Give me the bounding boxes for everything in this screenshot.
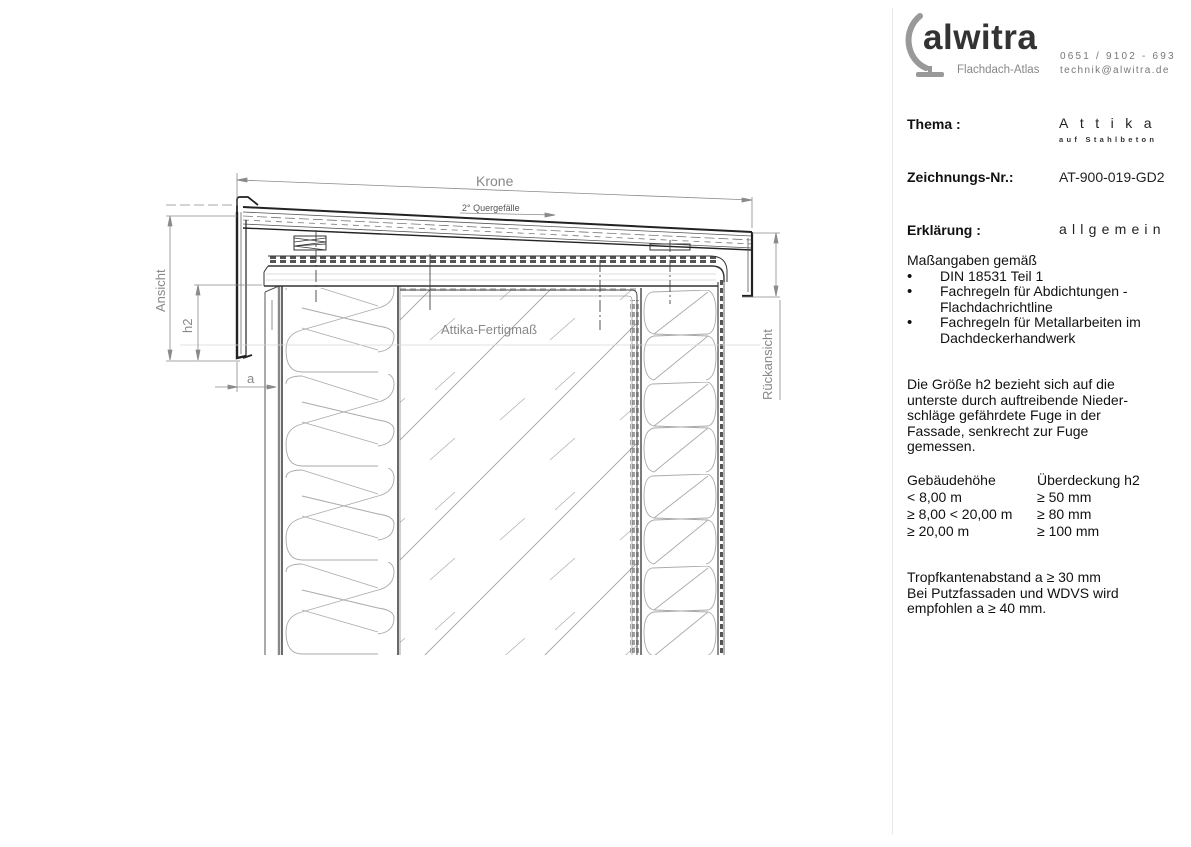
dimension-h2 [194,285,262,360]
standards-item: • Fachregeln für Abdichtungen - Flachdachrichtline [907,284,1160,315]
thema-value: Attika [1059,115,1164,131]
wood-board-layer [270,256,718,263]
erklaerung-value: allgemein [1059,221,1166,237]
dimension-a [215,362,276,392]
table-cell: ≥ 8,00 < 20,00 m [907,506,1013,522]
dimension-ansicht [166,205,240,361]
table-cell: ≥ 20,00 m [907,523,970,539]
table-cell: ≥ 80 mm [1037,506,1092,522]
drip-edge-note [907,570,1191,617]
contact-phone: 0651 / 9102 - 693 [1060,51,1176,62]
spring-clip-left [294,236,326,250]
label-krone: Krone [476,173,514,189]
table-header-overlap: Überdeckung h2 [1037,472,1140,488]
contact-email: technik@alwitra.de [1060,65,1170,76]
left-insulation [282,288,398,655]
thema-subtitle: auf Stahlbeton [1059,135,1158,144]
table-header-building-height: Gebäudehöhe [907,472,996,488]
overlap-table [907,472,1191,542]
h2-explanation: Die Größe h2 bezieht sich auf die unterste durch auftreibende Nieder-schläge gefährdete Fuge in der Fassade, senkrecht zur Fuge gemessen. [907,376,1129,455]
table-cell: ≥ 100 mm [1037,523,1100,539]
label-rueckansicht: Rückansicht [760,329,775,400]
standards-list [907,269,1191,347]
alwitra-logo [907,10,1191,80]
zeichnung-label: Zeichnungs-Nr.: [907,169,1014,185]
zeichnung-value: AT-900-019-GD2 [1059,169,1165,185]
label-h2: h2 [180,318,195,333]
standards-intro: Maßangaben gemäß [907,252,1037,268]
info-panel [907,0,1191,842]
drip-note-line: Tropfkantenabstand a ≥ 30 mm [907,569,1101,585]
thema-label: Thema : [907,116,961,132]
erklaerung-label: Erklärung : [907,222,981,238]
label-fertigmass: Attika-Fertigmaß [441,322,538,337]
dimension-slope [460,213,555,217]
label-a: a [247,371,255,386]
brand-subtitle: Flachdach-Atlas [957,64,1040,76]
label-ansicht: Ansicht [153,269,168,312]
drip-note-line: empfohlen a ≥ 40 mm. [907,600,1047,617]
drip-note-line: Bei Putzfassaden und WDVS wird [907,584,1119,601]
table-cell: ≥ 50 mm [1037,489,1092,505]
standards-item: • DIN 18531 Teil 1 [907,269,1191,285]
table-cell: < 8,00 m [907,489,962,505]
standards-block [907,253,1191,347]
brand-name: alwitra [923,18,1038,57]
standards-item: • Fachregeln für Metallarbeiten im Dachdeckerhandwerk [907,315,1170,346]
panel-divider [892,8,893,834]
label-slope: 2° Quergefälle [462,203,520,213]
